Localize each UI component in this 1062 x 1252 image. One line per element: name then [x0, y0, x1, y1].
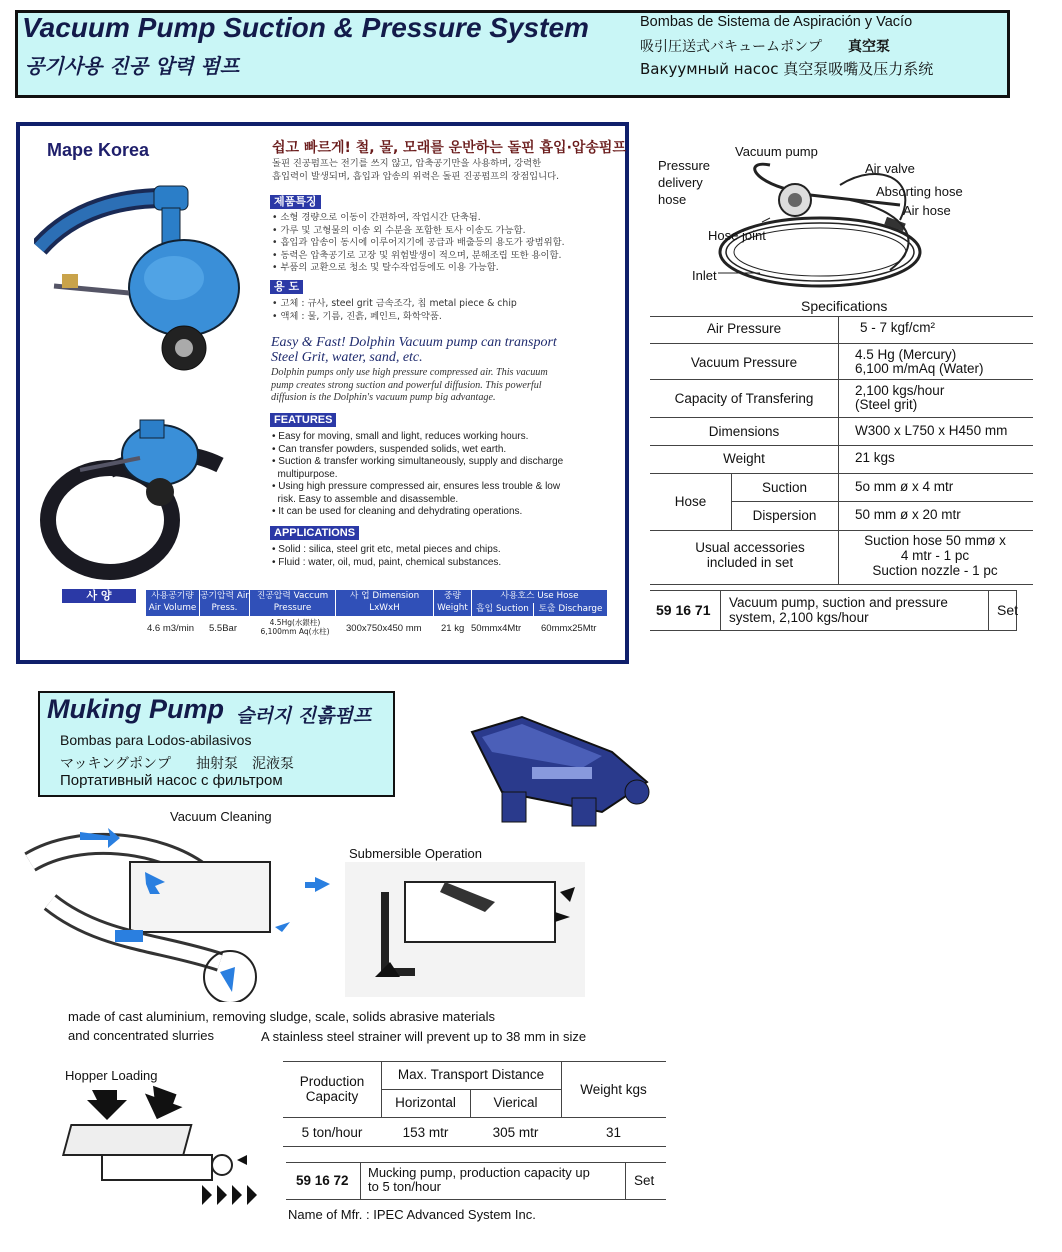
spec-value: 4.5Hg(水銀柱) 6,100mm Aq(水柱): [260, 618, 330, 636]
order-description: Vacuum pump, suction and pressure system, 2,100 kgs/hour: [729, 595, 948, 625]
muking-order-code: 59 16 72: [296, 1173, 349, 1188]
list-item: risk. Easy to assemble and disassemble.: [272, 493, 459, 505]
spec-header: 사 업 Dimension LxWxH: [336, 590, 434, 616]
muking-spanish: Bombas para Lodos-abilasivos: [60, 732, 252, 748]
list-item: • It can be used for cleaning and dehydrating operations.: [272, 506, 523, 517]
spec-label-accessories: Usual accessories included in set: [695, 540, 805, 570]
list-item: • 동력은 압축공기로 고장 및 위험발생이 적으며, 분해조립 또한 용이함.: [272, 249, 562, 261]
spec-value: 300x750x450 mm: [346, 623, 422, 634]
value-capacity: 5 ton/hour: [301, 1125, 363, 1140]
muking-chinese-2: 泥液泵: [252, 756, 294, 772]
slogan-body: Dolphin pumps only use high pressure compressed air. This vacuum pump creates strong suction and powerful diffusion. This powerful diffusion is the Dolphin's vacuum pump big advantage.: [271, 367, 548, 403]
spec-header: 중량 Weight: [434, 590, 472, 616]
list-item: • 액체 : 물, 기름, 진흙, 페인트, 화학약품.: [272, 310, 442, 322]
pump-photo-bottom: [40, 410, 265, 590]
korean-intro-line: 흡입력이 발생되며, 흡입과 압송의 위력은 돌핀 진공펌프의 장점입니다.: [272, 170, 560, 182]
tag-applications: APPLICATIONS: [270, 526, 359, 540]
specifications-title: Specifications: [801, 298, 888, 314]
hopper-loading-illustration: [62, 1085, 272, 1220]
list-item: • 소형 경량으로 이동이 간편하여, 작업시간 단축됨.: [272, 212, 481, 223]
spec-label: Suction: [761, 480, 808, 495]
spec-value: 21 kg: [441, 623, 465, 634]
header-capacity: Production Capacity: [299, 1074, 365, 1104]
manufacturer: Name of Mfr. : IPEC Advanced System Inc.: [288, 1207, 536, 1222]
list-item: • Easy for moving, small and light, reduces working hours.: [272, 431, 529, 442]
brand-name: Mape Korea: [47, 140, 150, 160]
header-weight: Weight kgs: [580, 1082, 647, 1097]
value-horizontal: 153 mtr: [402, 1125, 449, 1140]
muking-chinese-1: 抽射泵: [196, 756, 238, 772]
description-line-3: A stainless steel strainer will prevent up to 38 mm in size: [261, 1029, 587, 1044]
korean-intro: [272, 158, 559, 183]
label-air-valve: Air valve: [865, 161, 915, 176]
muking-order-unit: Set: [634, 1173, 655, 1188]
spec-value: 21 kgs: [855, 450, 895, 465]
label-vacuum: Vacuum pump: [735, 144, 818, 159]
submersible-illustration: [345, 862, 585, 997]
spec-value: 5 - 7 kgf/cm²: [860, 320, 936, 335]
vacuum-cleaning-illustration: [20, 822, 340, 1002]
spec-header: 토출 Discharge: [534, 603, 608, 616]
header-vertical: Vierical: [493, 1095, 538, 1110]
korean-uses-list: [272, 298, 517, 323]
spec-label: Capacity of Transfering: [674, 391, 814, 406]
spec-header: 공기압력 Air Press.: [200, 590, 250, 616]
muking-russian: Портативный насос с фильтром: [60, 772, 283, 789]
spec-tag: 사 양: [62, 589, 136, 603]
spec-label: Air Pressure: [706, 321, 782, 336]
title-chinese: 真空泵: [848, 39, 890, 55]
spec-label-hose: Hose: [674, 494, 707, 509]
spec-label: Dimensions: [708, 424, 780, 439]
page-title-korean: 공기사용 진공 압력 펌프: [25, 54, 240, 78]
list-item: • 흡입과 압송이 동시에 이루어지기에 공급과 배출등의 용도가 광범위함.: [272, 237, 565, 248]
tag-features: FEATURES: [270, 413, 336, 427]
title-russian-chinese: Вакуумный насос 真空泵吸嘴及压力系统: [640, 60, 934, 78]
list-item: • Solid : silica, steel grit etc, metal pieces and chips.: [272, 544, 501, 555]
spec-value-accessories: Suction hose 50 mmø x 4 mtr - 1 pc Suction nozzle - 1 pc: [864, 533, 1006, 578]
spec-value: 60mmx25Mtr: [541, 623, 597, 634]
spec-header: 흡입 Suction: [472, 603, 534, 616]
tag-uses-kr: 용 도: [270, 280, 303, 294]
spec-value: W300 x L750 x H450 mm: [855, 423, 1008, 438]
value-weight: 31: [605, 1125, 622, 1140]
spec-header: 사용공기량 Air Volume: [146, 590, 200, 616]
spec-header: 진공압력 Vaccum Pressure: [250, 590, 336, 616]
slogan-heading: Easy & Fast! Dolphin Vacuum pump can transport Steel Grit, water, sand, etc.: [271, 335, 557, 365]
order-code: 59 16 71: [656, 602, 711, 618]
value-vertical: 305 mtr: [492, 1125, 539, 1140]
list-item: • 부품의 교환으로 청소 및 탈수작업등에도 이용 가능함.: [272, 262, 499, 273]
korean-intro-line: 돌핀 진공펌프는 전기를 쓰지 않고, 압축공기만을 사용하며, 강력한: [272, 158, 542, 169]
label-submersible: Submersible Operation: [349, 846, 482, 861]
title-japanese: 吸引圧送式バキュームポンプ: [640, 39, 822, 55]
pump-photo-top: [34, 168, 256, 378]
header-distance: Max. Transport Distance: [397, 1067, 545, 1082]
korean-headline: 쉽고 빠르게! 철, 물, 모래를 운반하는 돌핀 흡입·압송펌프: [272, 140, 626, 156]
list-item: • Using high pressure compressed air, ensures less trouble & low: [272, 481, 561, 492]
title-spanish: Bombas de Sistema de Aspiración y Vacío: [640, 14, 913, 30]
features-list: [272, 431, 563, 519]
header-horizontal: Horizontal: [395, 1095, 456, 1110]
list-item: • Can transfer powders, suspended solids, wet earth.: [272, 443, 507, 455]
spec-label: Vacuum Pressure: [690, 355, 798, 370]
label-hopper-loading: Hopper Loading: [65, 1068, 158, 1083]
label-air-hose: Air hose: [903, 203, 951, 218]
label-vacuum-cleaning: Vacuum Cleaning: [170, 809, 272, 824]
spec-value: 50mmx4Mtr: [471, 623, 522, 634]
order-unit: Set: [997, 602, 1019, 618]
list-item: • Fluid : water, oil, mud, paint, chemical substances.: [272, 556, 502, 568]
muking-order-description: Mucking pump, production capacity up to 5 ton/hour: [368, 1165, 590, 1194]
applications-list: [272, 544, 501, 569]
list-item: • Suction & transfer working simultaneously, supply and discharge: [272, 456, 564, 467]
description-line-1: made of cast aluminium, removing sludge, scale, solids abrasive materials: [68, 1009, 496, 1024]
spec-label: Dispersion: [752, 508, 817, 523]
spec-value: 5.5Bar: [209, 623, 237, 634]
korean-features-list: [272, 212, 565, 275]
spec-value: 5o mm ø x 4 mtr: [855, 479, 954, 494]
label-hose-joint: Hose joint: [708, 228, 766, 243]
description-line-2: and concentrated slurries: [68, 1028, 214, 1043]
label-inlet: Inlet: [692, 268, 717, 283]
spec-value: 4.6 m3/min: [147, 623, 194, 634]
spec-value: 50 mm ø x 20 mtr: [855, 507, 961, 522]
label-pressure-hose: Pressure delivery hose: [658, 158, 711, 207]
list-item: • 가루 및 고형물의 이송 외 수분을 포함한 토사 이송도 가능함.: [272, 224, 526, 236]
spec-value: 2,100 kgs/hour (Steel grit): [855, 383, 945, 412]
label-absorbing-hose: Absorting hose: [876, 184, 963, 199]
spec-value: 4.5 Hg (Mercury) 6,100 m/mAq (Water): [855, 347, 984, 376]
muking-pump-photo: [462, 712, 662, 832]
spec-label: Weight: [723, 451, 765, 466]
muking-title-korean: 슬러지 진흙펌프: [236, 705, 372, 727]
tag-features-kr: 제품특징: [270, 195, 321, 209]
spec-header-hose: 사용호스 Use Hose: [472, 590, 608, 603]
list-item: multipurpose.: [272, 468, 338, 480]
muking-japanese: マッキングポンプ: [60, 756, 172, 772]
list-item: • 고체 : 규사, steel grit 금속조각, 칩 metal piece & chip: [272, 298, 517, 309]
muking-title: Muking Pump: [47, 694, 224, 724]
page-title: Vacuum Pump Suction & Pressure System: [22, 12, 589, 43]
